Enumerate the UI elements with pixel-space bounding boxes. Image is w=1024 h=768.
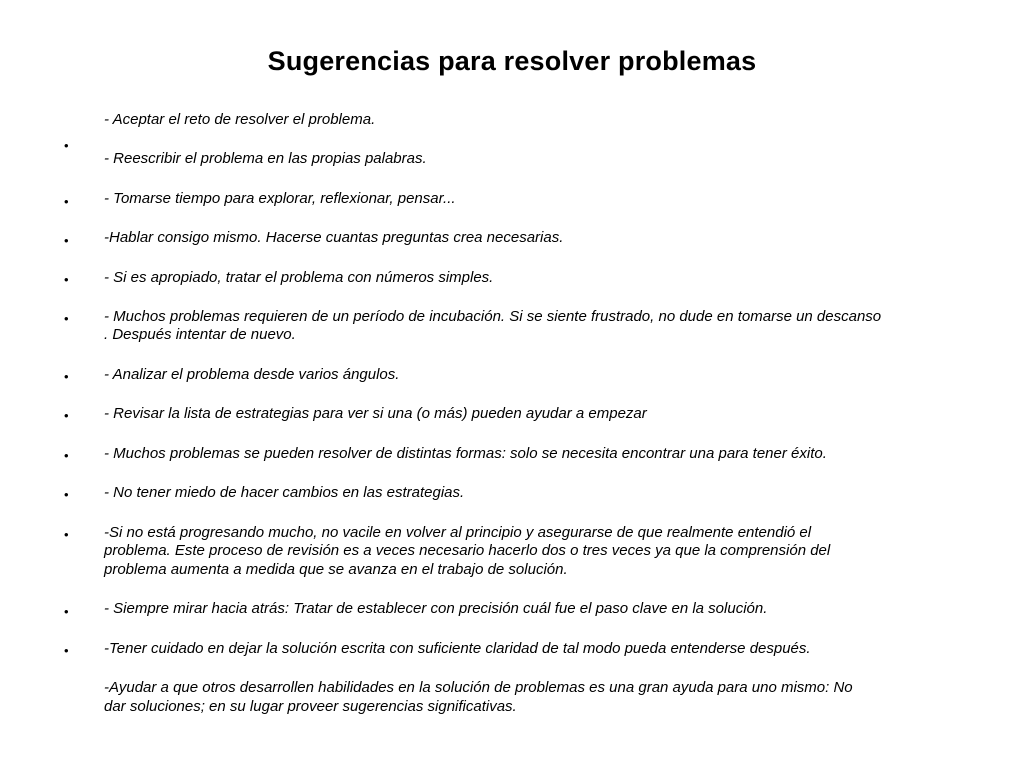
list-item: -Hablar consigo mismo. Hacerse cuantas preguntas crea necesarias. (104, 229, 564, 246)
list-item: - No tener miedo de hacer cambios en las estrategias. (104, 484, 465, 501)
list-item: - Muchos problemas requieren de un período de incubación. Si se siente frustrado, no dude en tomarse un descanso (104, 308, 882, 325)
bullet-icon: • (64, 272, 69, 287)
bullet-icon: • (64, 448, 69, 463)
bullet-icon: • (64, 408, 69, 423)
list-item: - Si es apropiado, tratar el problema con números simples. (104, 269, 494, 286)
list-item: - Aceptar el reto de resolver el problema. (104, 111, 376, 128)
list-item: problema aumenta a medida que se avanza en el trabajo de solución. (104, 561, 568, 578)
list-item: - Analizar el problema desde varios ángulos. (104, 366, 400, 383)
bullet-icon: • (64, 233, 69, 248)
list-item: -Ayudar a que otros desarrollen habilidades en la solución de problemas es una gran ayuda para uno mismo: No (104, 679, 853, 696)
bullet-icon: • (64, 604, 69, 619)
list-item: . Después intentar de nuevo. (104, 326, 296, 343)
bullet-icon: • (64, 311, 69, 326)
bullet-icon: • (64, 643, 69, 658)
bullet-icon: • (64, 138, 69, 153)
bullet-icon: • (64, 527, 69, 542)
list-item: - Reescribir el problema en las propias palabras. (104, 150, 427, 167)
list-item: dar soluciones; en su lugar proveer sugerencias significativas. (104, 698, 517, 715)
list-item: - Revisar la lista de estrategias para ver si una (o más) pueden ayudar a empezar (104, 405, 647, 422)
bullet-icon: • (64, 194, 69, 209)
list-item: - Tomarse tiempo para explorar, reflexionar, pensar... (104, 190, 456, 207)
bullet-icon: • (64, 487, 69, 502)
slide-title: Sugerencias para resolver problemas (267, 46, 757, 76)
bullet-icon: • (64, 369, 69, 384)
list-item: - Siempre mirar hacia atrás: Tratar de establecer con precisión cuál fue el paso clave en la solución. (104, 600, 768, 617)
list-item: -Si no está progresando mucho, no vacile en volver al principio y asegurarse de que realmente entendió el (104, 524, 812, 541)
list-item: problema. Este proceso de revisión es a veces necesario hacerlo dos o tres veces ya que la comprensión del (104, 542, 831, 559)
list-item: - Muchos problemas se pueden resolver de distintas formas: solo se necesita encontrar una para tener éxito. (104, 445, 827, 462)
list-item: -Tener cuidado en dejar la solución escrita con suficiente claridad de tal modo pueda entenderse después. (104, 640, 811, 657)
